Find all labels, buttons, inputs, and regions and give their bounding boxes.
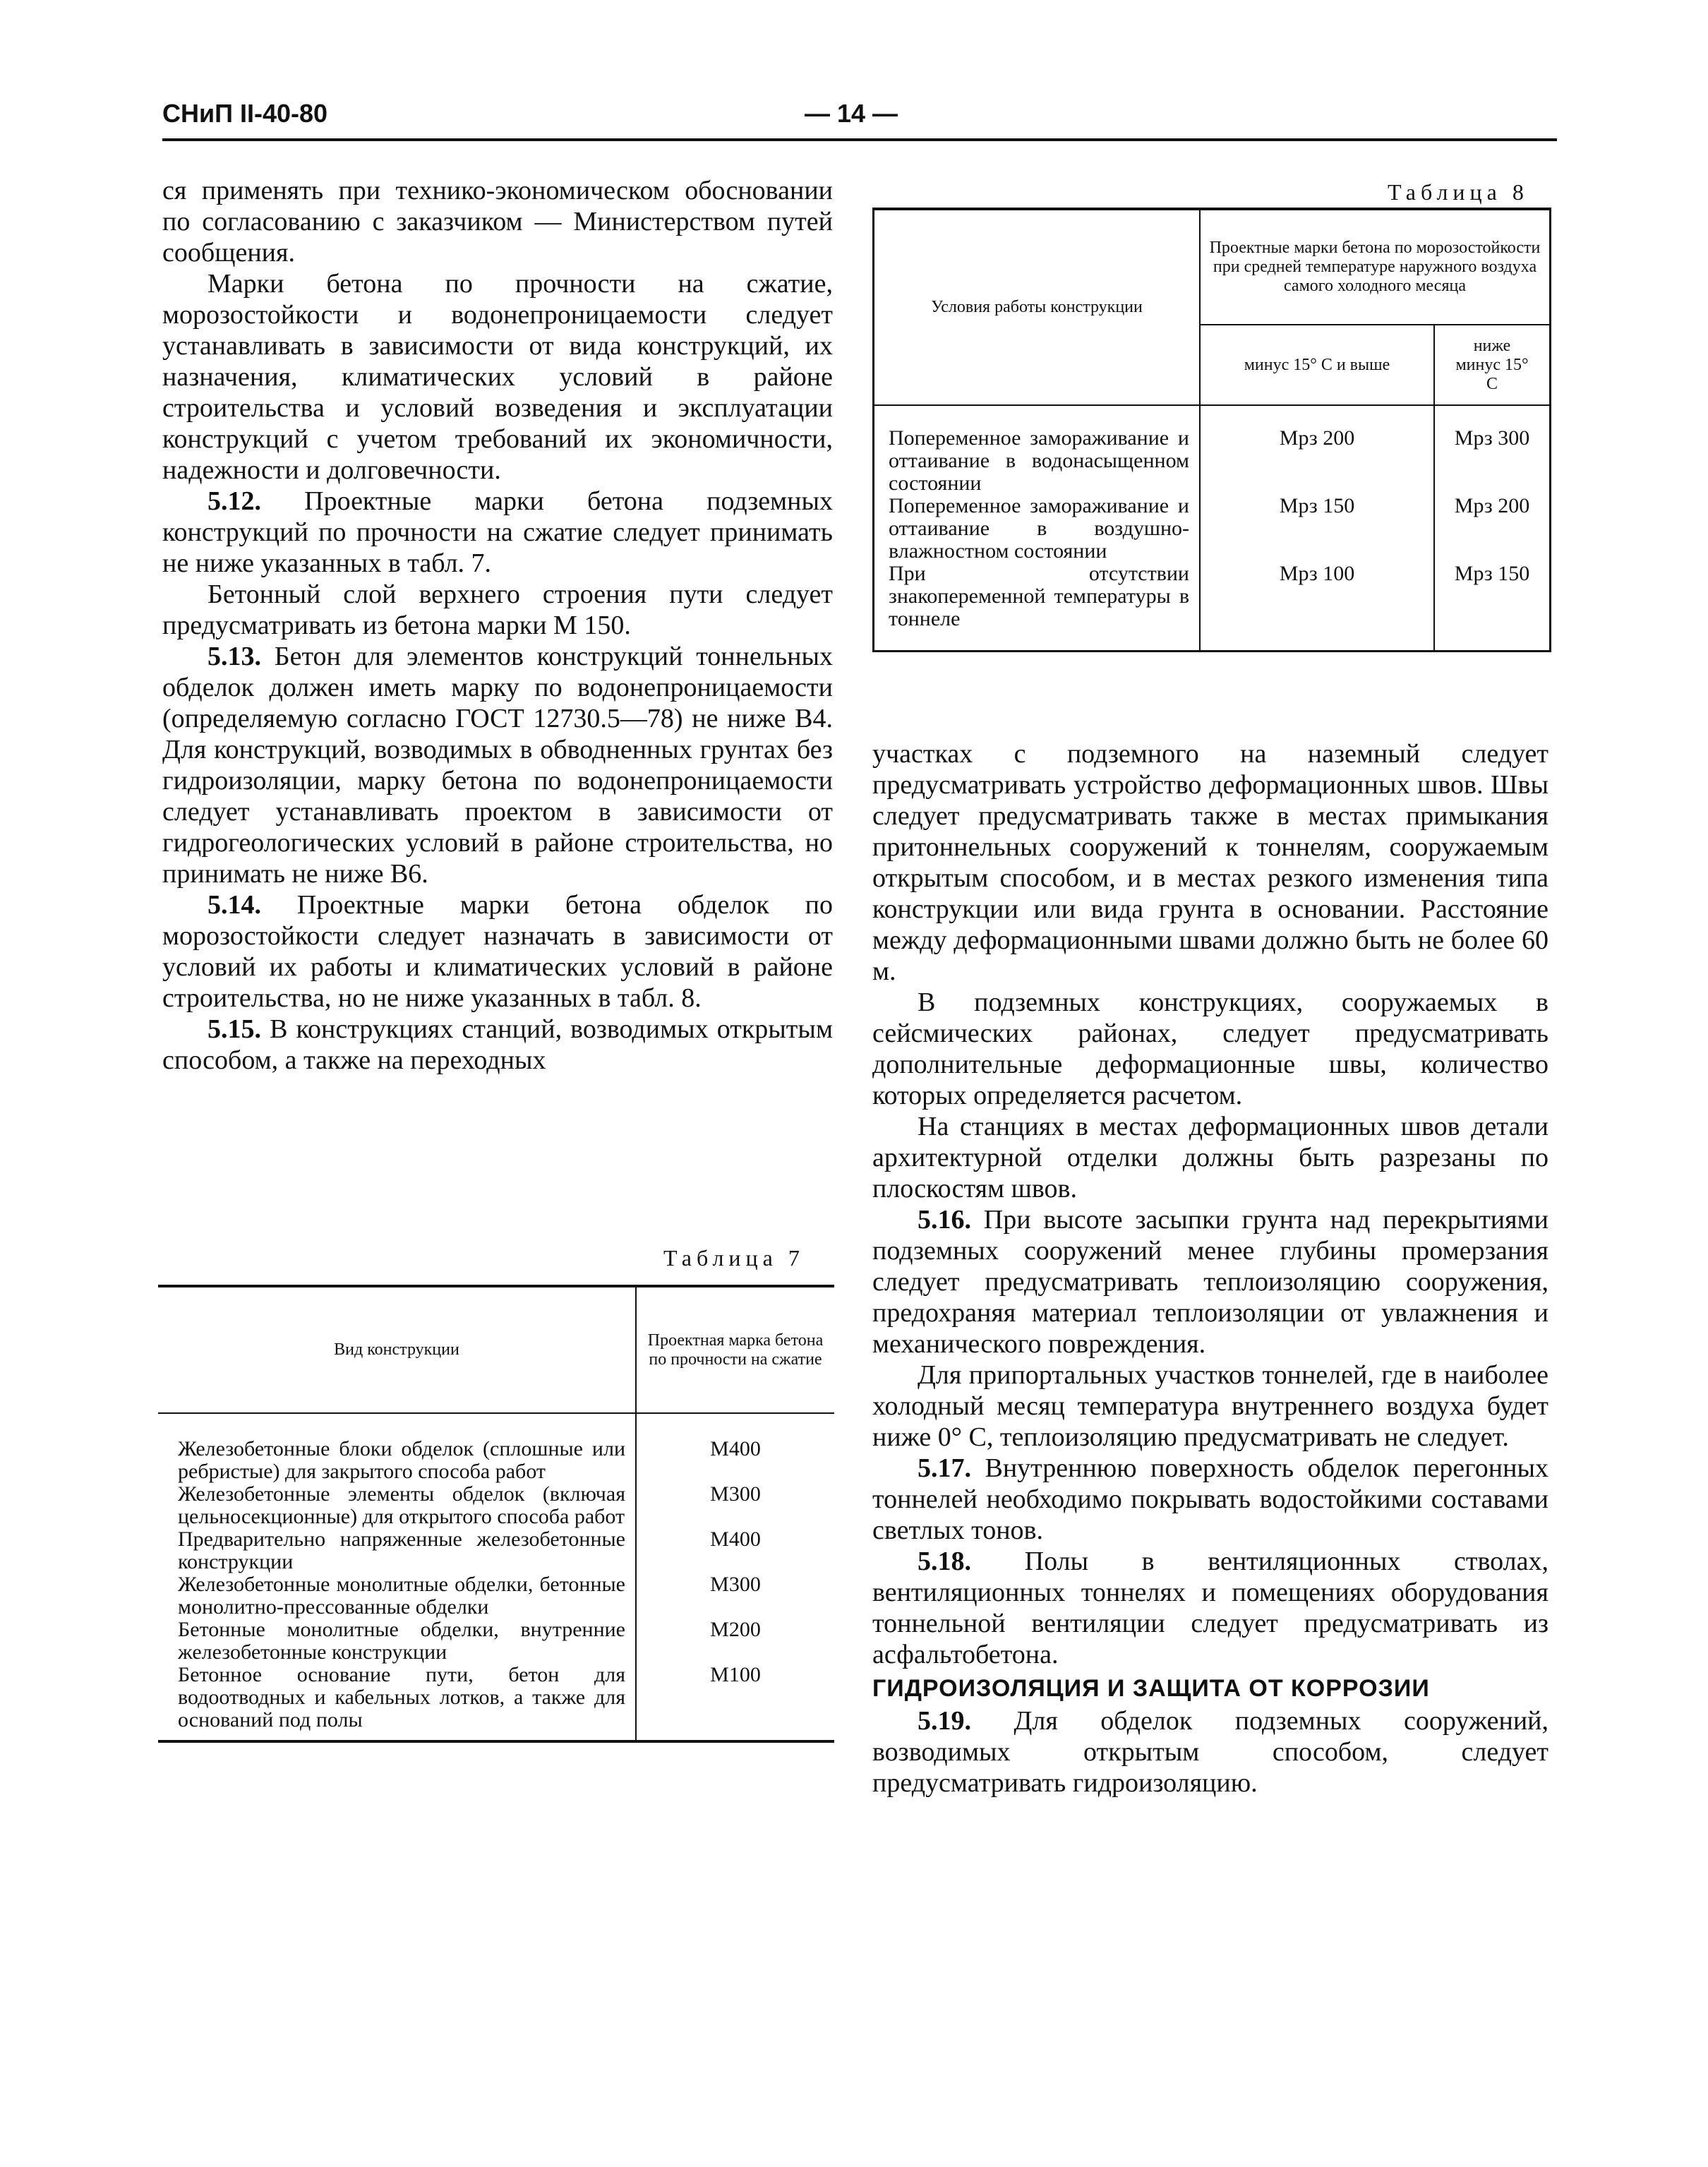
left-column (162, 175, 833, 1076)
paragraph: В подземных конструкциях, сооружаемых в сейсмических районах, следует предусматривать дополнительные деформационные швы, количество которых определяется расчетом. (872, 988, 1548, 1110)
table-7-col1-header: Вид конструкции (158, 1286, 636, 1413)
clause-text: Для обделок подземных сооружений, возводимых открытым способом, следует предусматривать гидроизоляцию. (872, 1706, 1548, 1798)
table-8-caption: Таблица 8 (1388, 179, 1529, 205)
page-number: — 14 — (805, 99, 898, 128)
clause-number: 5.15. (208, 1014, 261, 1044)
paragraph-5-14 (162, 889, 833, 1014)
paragraph-5-16 (872, 1204, 1548, 1359)
paragraph: участках с подземного на наземный следует предусматривать устройство деформационных швов. Швы следует предусматривать также в местах примыкания притоннельных сооружений к тоннелям, сооружаемым открытым способом, и в местах резкого изменения типа конструкции или вида грунта в основании. Расстояние между деформационными швами должно быть не более 60 м. (872, 739, 1548, 986)
paragraph-5-12 (162, 486, 833, 579)
table-8-col1-header: Условия работы конструкции (874, 209, 1201, 405)
paragraph: Марки бетона по прочности на сжатие, морозостойкости и водонепроницаемости следует устанавливать в зависимости от вида конструкций, их назначения, климатических условий в районе строительства и условий возведения и эксплуатации конструкций с учетом требований их экономичности, надежности и долговечности. (162, 269, 833, 485)
table-8-group-header: Проектные марки бетона по морозостойкости при средней температуре наружного воздуха самого холодного месяца (1200, 209, 1551, 325)
clause-number: 5.19. (918, 1706, 971, 1736)
paragraph: ся применять при технико-экономическом обосновании по согласованию с заказчиком — Министерством путей сообщения. (162, 176, 833, 268)
table-cell: Мрз 150 (1454, 562, 1530, 585)
table-cell: Бетонные монолитные обделки, внутренние железобетонные конструкции (158, 1619, 636, 1664)
table-cell: М100 (710, 1663, 761, 1686)
table-row (874, 495, 1551, 563)
clause-text: При высоте засыпки грунта над перекрытиями подземных сооружений менее глубины промерзания следует предусматривать теплоизоляцию сооружения, предохраняя материал теплоизоляции от увлажнения и механического повреждения. (872, 1205, 1548, 1359)
paragraph-5-13 (162, 641, 833, 889)
paragraph-5-18 (872, 1546, 1548, 1670)
paragraph: Бетонный слой верхнего строения пути следует предусматривать из бетона марки М 150. (162, 580, 833, 640)
table-8-sub-header: минус 15° С и выше (1200, 325, 1434, 405)
paragraph: На станциях в местах деформационных швов детали архитектурной отделки должны быть разрезаны по плоскостям швов. (872, 1112, 1548, 1203)
table-8-sub-header: ниже минус 15° С (1434, 325, 1551, 405)
clause-number: 5.13. (208, 642, 261, 671)
table-cell: Бетонное основание пути, бетон для водоотводных и кабельных лотков, а также для оснований под полы (158, 1664, 636, 1741)
table-row (158, 1438, 834, 1483)
table-cell: М200 (710, 1618, 761, 1641)
section-heading: ГИДРОИЗОЛЯЦИЯ И ЗАЩИТА ОТ КОРРОЗИИ (872, 1675, 1430, 1702)
paragraph-5-15 (162, 1014, 833, 1076)
table-cell: М300 (710, 1482, 761, 1506)
table-cell: Мрз 100 (1200, 563, 1434, 652)
table-cell: Мрз 150 (1200, 495, 1434, 563)
table-row (158, 1664, 834, 1741)
table-cell: Железобетонные монолитные обделки, бетонные монолитно-прессованные обделки (158, 1573, 636, 1619)
table-cell: М400 (710, 1437, 761, 1460)
clause-number: 5.12. (208, 486, 261, 516)
table-cell: Попеременное замораживание и оттаивание в воздушно-влажностном состоянии (874, 495, 1201, 563)
table-cell: Предварительно напряженные железобетонные конструкции (158, 1528, 636, 1573)
clause-text: Бетон для элементов конструкций тоннельных обделок должен иметь марку по водонепроницаемости (определяемую согласно ГОСТ 12730.5—78) не ниже В4. Для конструкций, возводимых в обводненных грунтах без гидроизоляции, марку бетона по водонепроницаемости следует устанавливать проектом в зависимости от гидрогеологических условий в районе строительства, но принимать не ниже В6. (162, 642, 834, 889)
clause-number: 5.18. (918, 1547, 971, 1576)
clause-text: Полы в вентиляционных стволах, вентиляционных тоннелях и помещениях оборудования тоннельной вентиляции следует предусматривать из асфальтобетона. (872, 1547, 1549, 1669)
table-cell: Мрз 200 (1454, 494, 1530, 517)
clause-text: В конструкциях станций, возводимых открытым способом, а также на переходных (162, 1014, 833, 1075)
paragraph-5-17 (872, 1453, 1548, 1546)
table-row (874, 563, 1551, 652)
clause-text: Внутреннюю поверхность обделок перегонных тоннелей необходимо покрывать водостойкими составами светлых тонов. (872, 1453, 1548, 1545)
table-cell: При отсутствии знакопеременной температуры в тоннеле (874, 563, 1201, 652)
document-code: СНиП II-40-80 (162, 99, 328, 128)
table-cell: М300 (710, 1573, 761, 1596)
header-rule (162, 138, 1557, 141)
table-row (158, 1619, 834, 1664)
clause-number: 5.16. (918, 1205, 971, 1235)
clause-text: Проектные марки бетона обделок по морозостойкости следует назначать в зависимости от условий их работы и климатических условий в районе строительства, но не ниже указанных в табл. 8. (162, 890, 833, 1013)
table-row (158, 1573, 834, 1619)
clause-number: 5.14. (208, 890, 261, 920)
right-column (872, 738, 1548, 1799)
table-8 (872, 208, 1551, 652)
table-7-col2-header: Проектная марка бетона по прочности на сжатие (636, 1286, 834, 1413)
table-row (158, 1483, 834, 1528)
clause-text: Проектные марки бетона подземных конструкций по прочности на сжатие следует принимать не ниже указанных в табл. 7. (162, 486, 833, 578)
table-cell: Мрз 200 (1200, 427, 1434, 495)
table-row (874, 427, 1551, 495)
paragraph: Для припортальных участков тоннелей, где в наиболее холодный месяц температура внутреннего воздуха будет ниже 0° С, теплоизоляцию предусматривать не следует. (872, 1360, 1548, 1452)
table-cell: Железобетонные элементы обделок (включая цельносекционные) для открытого способа работ (158, 1483, 636, 1528)
table-cell: М400 (710, 1527, 761, 1551)
table-7-caption: Таблица 7 (663, 1245, 805, 1271)
table-cell: Железобетонные блоки обделок (сплошные или ребристые) для закрытого способа работ (158, 1438, 636, 1483)
table-cell: Попеременное замораживание и оттаивание в водонасыщенном состоянии (874, 427, 1201, 495)
table-cell: Мрз 300 (1454, 426, 1530, 450)
table-row (158, 1528, 834, 1573)
paragraph-5-19 (872, 1705, 1548, 1799)
table-7 (158, 1285, 834, 1743)
clause-number: 5.17. (918, 1453, 971, 1483)
